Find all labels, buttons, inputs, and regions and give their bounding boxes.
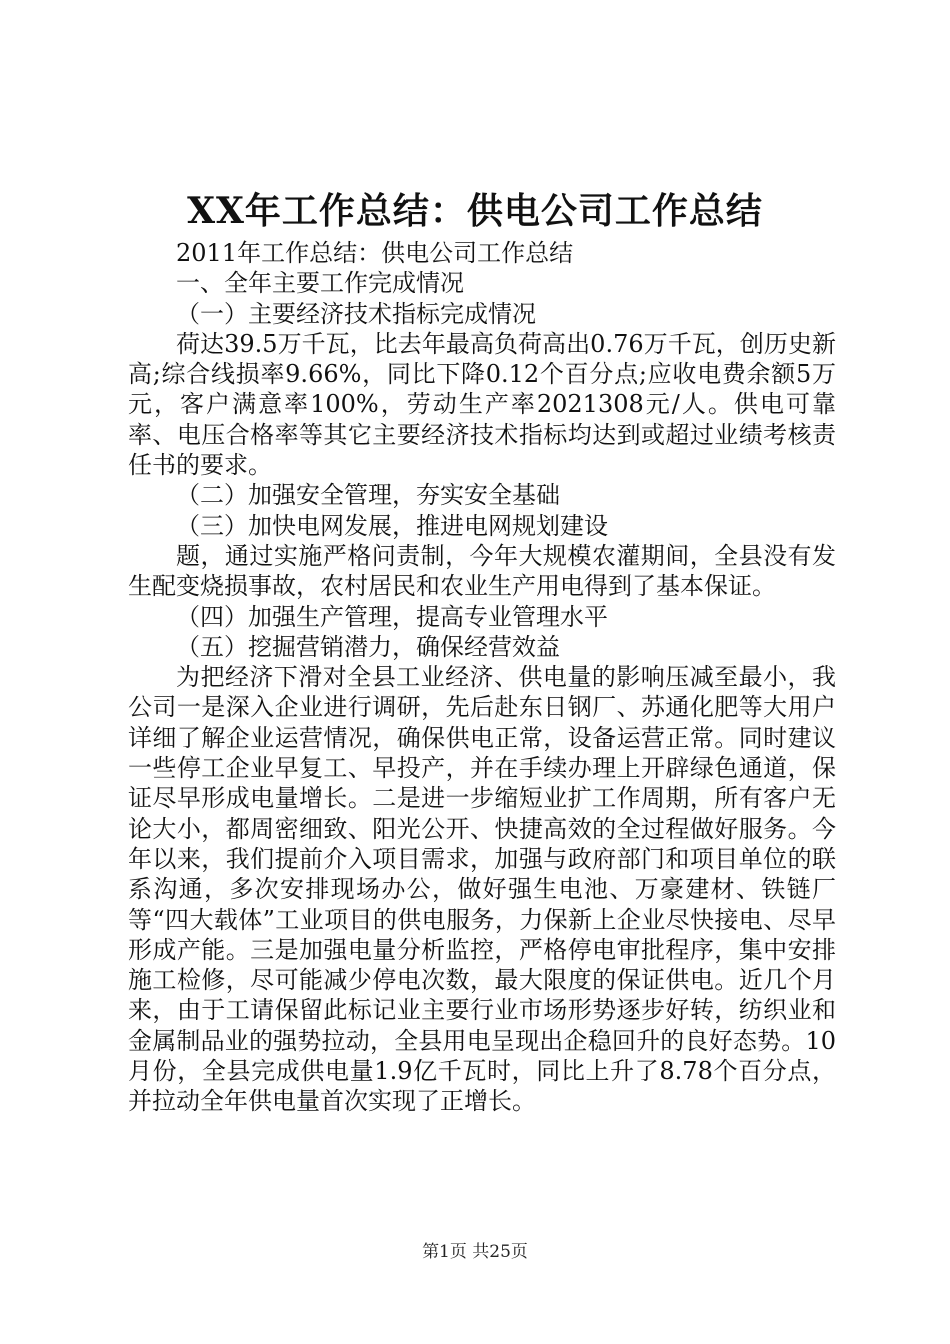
document-title: XX年工作总结：供电公司工作总结 — [187, 190, 763, 232]
subsection-heading-3: （三）加快电网发展，推进电网规划建设 — [176, 511, 608, 540]
paragraph-grid: 题，通过实施严格问责制，今年大规模农灌期间，全县没有发生配变烧损事故，农村居民和农业生产用电得到了基本保证。 — [128, 541, 836, 601]
subsection-heading-4: （四）加强生产管理，提高专业管理水平 — [176, 602, 608, 631]
subsection-heading-1: （一）主要经济技术指标完成情况 — [176, 299, 536, 328]
paragraph-indicators: 荷达39.5万千瓦，比去年最高负荷高出0.76万千瓦，创历史新高;综合线损率9.66%，同比下降0.12个百分点;应收电费余额5万元，客户满意率100%，劳动生产率2021308元/人。供电可靠率、电压合格率等其它主要经济技术指标均达到或超过业绩考核责任书的要求。 — [128, 329, 836, 480]
subsection-heading-5: （五）挖掘营销潜力，确保经营效益 — [176, 632, 560, 661]
paragraph-marketing: 为把经济下滑对全县工业经济、供电量的影响压减至最小，我公司一是深入企业进行调研，先后赴东日钢厂、苏通化肥等大用户详细了解企业运营情况，确保供电正常，设备运营正常。同时建议一些停工企业早复工、早投产，并在手续办理上开辟绿色通道，保证尽早形成电量增长。二是进一步缩短业扩工作周期，所有客户无论大小，都周密细致、阳光公开、快捷高效的全过程做好服务。今年以来，我们提前介入项目需求，加强与政府部门和项目单位的联系沟通，多次安排现场办公，做好强生电池、万豪建材、铁链厂等“四大载体”工业项目的供电服务，力保新上企业尽快接电、尽早形成产能。三是加强电量分析监控，严格停电审批程序，集中安排施工检修，尽可能减少停电次数，最大限度的保证供电。近几个月来，由于工请保留此标记业主要行业市场形势逐步好转，纺织业和金属制品业的强势拉动，全县用电呈现出企稳回升的良好态势。10月份，全县完成供电量1.9亿千瓦时，同比上升了8.78个百分点，并拉动全年供电量首次实现了正增长。 — [128, 663, 836, 1116]
document-body — [128, 238, 836, 1117]
subsection-heading-2: （二）加强安全管理，夯实安全基础 — [176, 481, 560, 510]
subtitle-paragraph: 2011年工作总结：供电公司工作总结 — [176, 239, 574, 267]
page-footer: 第1页 共25页 — [422, 1242, 528, 1262]
section-heading-1: 一、全年主要工作完成情况 — [176, 269, 464, 298]
